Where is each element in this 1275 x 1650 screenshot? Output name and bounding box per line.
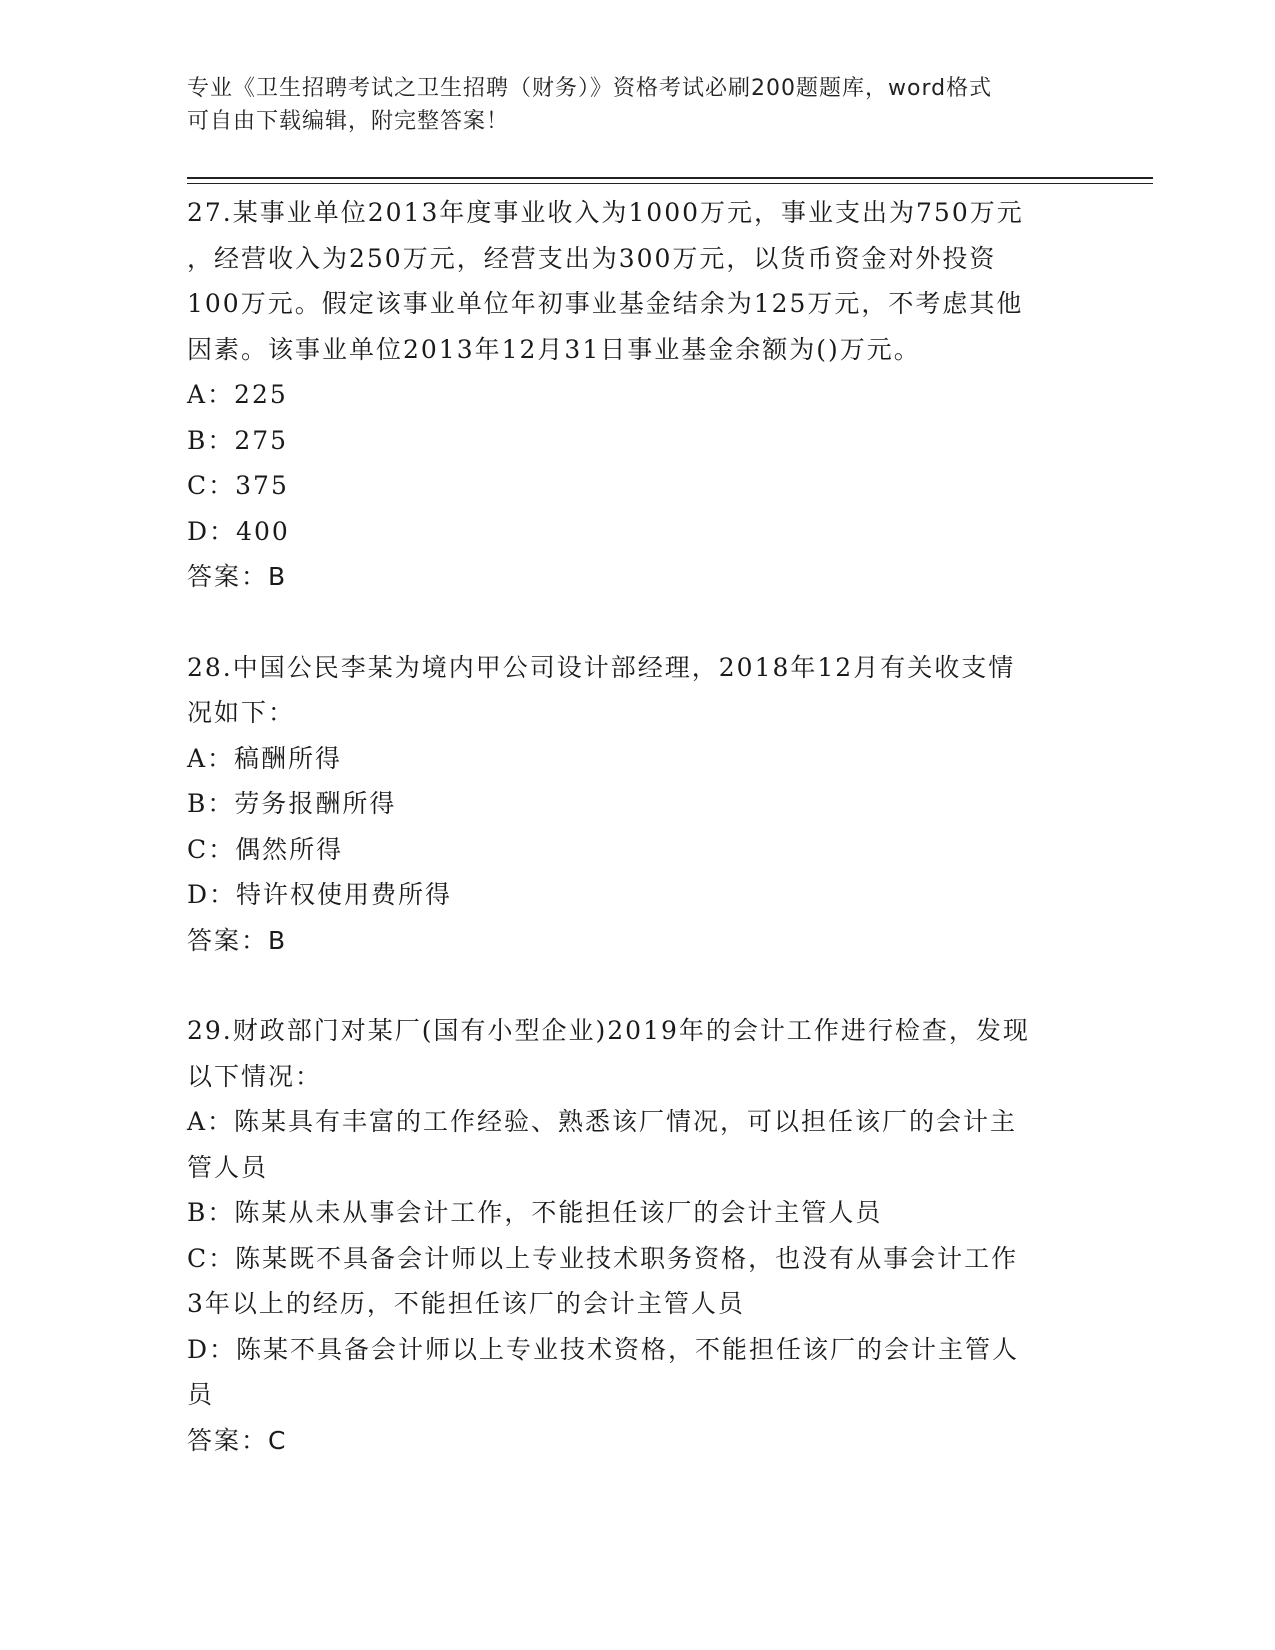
question-text [187, 190, 1087, 372]
question-line: 况如下： [187, 698, 296, 727]
option-line: B：劳务报酬所得 [187, 789, 397, 818]
answer: 答案：B [187, 925, 288, 955]
header-divider-thin [187, 183, 1153, 184]
answer: 答案：B [187, 562, 288, 591]
question-29 [187, 1008, 1087, 1463]
answer: 答案：C [187, 1425, 288, 1455]
option-line: B：陈某从未从事会计工作，不能担任该厂的会计主管人员 [187, 1198, 883, 1227]
option-a [187, 1099, 1087, 1190]
option-c [187, 1236, 1087, 1327]
header-line: 可自由下载编辑，附完整答案！ [187, 109, 510, 134]
question-line: 以下情况： [187, 1061, 323, 1091]
question-text [187, 1008, 1087, 1099]
option-b [187, 781, 1087, 827]
option-line: D：特许权使用费所得 [187, 880, 453, 909]
question-line: 28.中国公民李某为境内甲公司设计部经理，2018年12月有关收支情 [187, 652, 1016, 682]
option-line: 3年以上的经历，不能担任该厂的会计主管人员 [187, 1289, 745, 1318]
question-27 [187, 190, 1087, 600]
option-line: D：陈某不具备会计师以上专业技术资格，不能担任该厂的会计主管人 [187, 1334, 1020, 1364]
option-d [187, 509, 1087, 555]
option-d [187, 872, 1087, 918]
option-line: D：400 [187, 516, 290, 546]
option-c [187, 463, 1087, 509]
option-line: C：陈某既不具备会计师以上专业技术职务资格，也没有从事会计工作 [187, 1243, 1019, 1273]
question-text [187, 645, 1087, 736]
option-line: A：稿酬所得 [187, 743, 343, 773]
option-line: A：225 [187, 380, 288, 409]
question-line: 100万元。假定该事业单位年初事业基金结余为125万元，不考虑其他 [187, 289, 1024, 318]
header-divider-thick [187, 177, 1153, 179]
option-b [187, 418, 1087, 464]
option-a [187, 372, 1087, 418]
question-list [187, 190, 1087, 1508]
option-line: A：陈某具有丰富的工作经验、熟悉该厂情况，可以担任该厂的会计主 [187, 1107, 1018, 1136]
option-line: 员 [187, 1380, 215, 1409]
question-line: 因素。该事业单位2013年12月31日事业基金余额为()万元。 [187, 334, 921, 364]
document-header [187, 72, 1067, 138]
option-line: C：375 [187, 471, 289, 500]
option-a [187, 736, 1087, 782]
option-line: B：275 [187, 425, 289, 455]
question-line: 29.财政部门对某厂(国有小型企业)2019年的会计工作进行检查，发现 [187, 1016, 1030, 1045]
option-b [187, 1190, 1087, 1236]
option-c [187, 827, 1087, 873]
question-28 [187, 645, 1087, 964]
question-line: ，经营收入为250万元，经营支出为300万元，以货币资金对外投资 [187, 243, 997, 273]
header-line: 专业《卫生招聘考试之卫生招聘（财务）》资格考试必刷200题题库，word格式 [187, 76, 993, 101]
question-line: 27.某事业单位2013年度事业收入为1000万元，事业支出为750万元 [187, 198, 1024, 227]
option-line: C：偶然所得 [187, 834, 344, 864]
option-d [187, 1327, 1087, 1418]
option-line: 管人员 [187, 1152, 269, 1182]
